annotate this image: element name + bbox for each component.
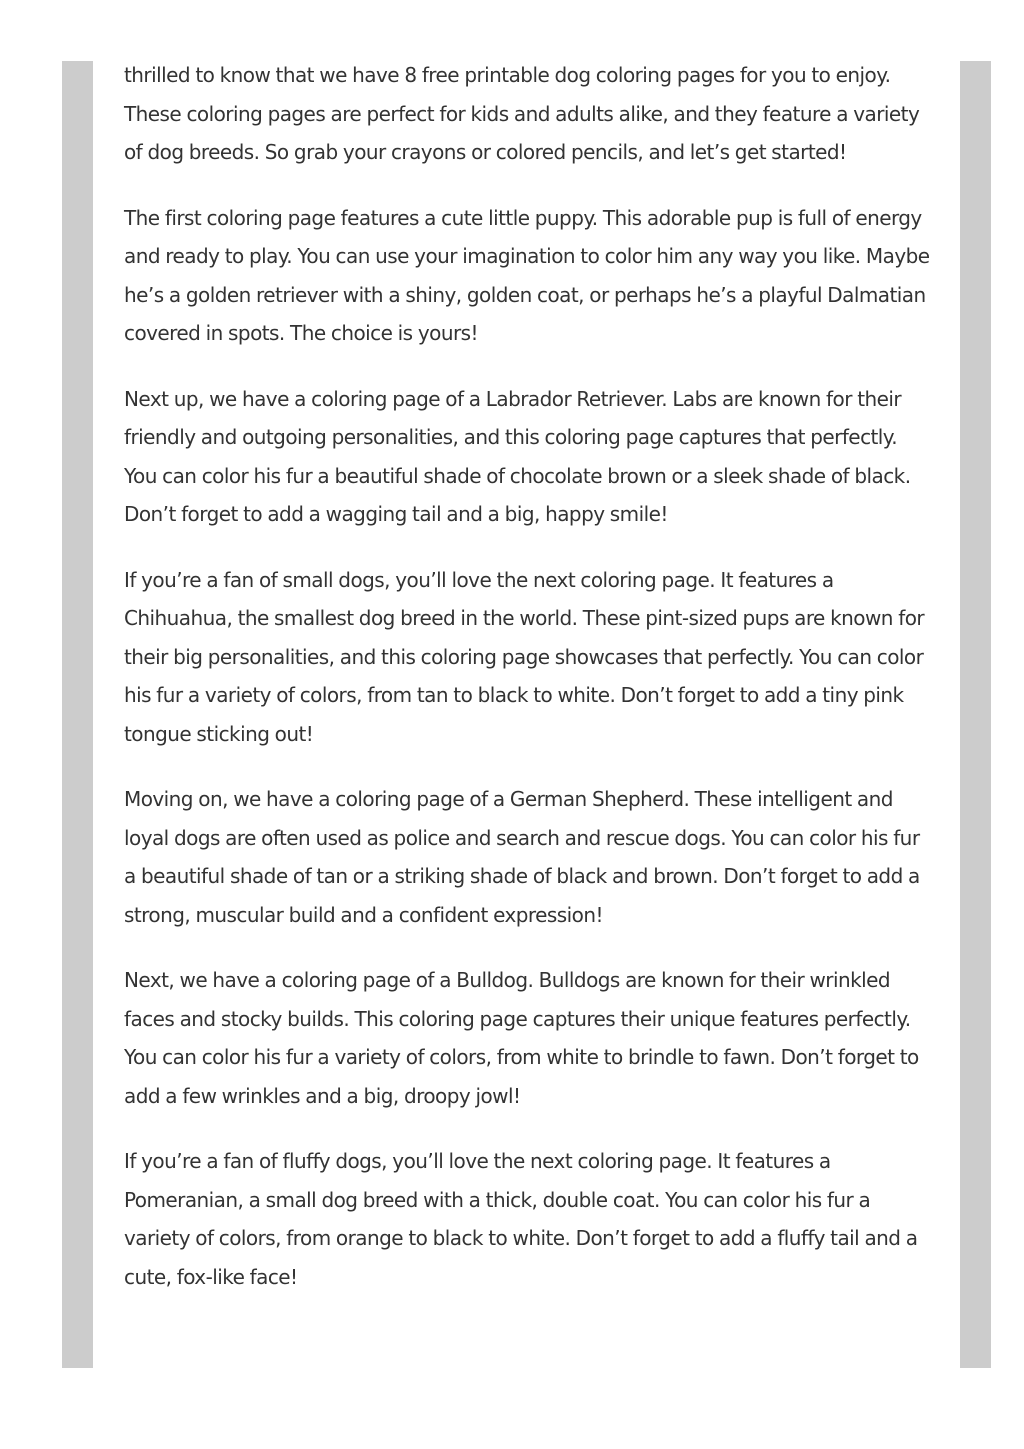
article-paragraph: Moving on, we have a coloring page of a German Shepherd. These intelligent and loyal dogs are often used as police and search and rescue dogs. You can color his fur a beautiful shade of tan or a striking shade of black and brown. Don’t forget to add a strong, muscular build and a confident expression! [124, 787, 920, 927]
article-paragraph: thrilled to know that we have 8 free printable dog coloring pages for you to enjoy. These coloring pages are perfect for kids and adults alike, and they feature a variety of dog breeds. So grab your crayons or colored pencils, and let’s get started! [124, 63, 920, 164]
article-paragraph: The first coloring page features a cute little puppy. This adorable pup is full of energy and ready to play. You can use your imagination to color him any way you like. Maybe he’s a golden retriever with a shiny, golden coat, or perhaps he’s a playful Dalmatian covered in spots. The choice is yours! [124, 205, 930, 345]
article-paragraph: Next up, we have a coloring page of a Labrador Retriever. Labs are known for their friendly and outgoing personalities, and this coloring page captures that perfectly. You can color his fur a beautiful shade of chocolate brown or a sleek shade of black. Don’t forget to add a wagging tail and a big, happy smile! [124, 386, 911, 526]
right-side-bar [960, 61, 991, 1368]
left-side-bar [62, 61, 93, 1368]
article-paragraph: If you’re a fan of fluffy dogs, you’ll love the next coloring page. It features a Pomeranian, a small dog breed with a thick, double coat. You can color his fur a variety of colors, from orange to black to white. Don’t forget to add a fluffy tail and a cute, fox-like face! [124, 1149, 918, 1289]
article-body [124, 56, 932, 1323]
article-paragraph: Next, we have a coloring page of a Bulldog. Bulldogs are known for their wrinkled faces and stocky builds. This coloring page captures their unique features perfectly. You can color his fur a variety of colors, from white to brindle to fawn. Don’t forget to add a few wrinkles and a big, droopy jowl! [124, 968, 919, 1108]
article-paragraph: If you’re a fan of small dogs, you’ll love the next coloring page. It features a Chihuahua, the smallest dog breed in the world. These pint-sized pups are known for their big personalities, and this coloring page showcases that perfectly. You can color his fur a variety of colors, from tan to black to white. Don’t forget to add a tiny pink tongue sticking out! [124, 567, 925, 746]
